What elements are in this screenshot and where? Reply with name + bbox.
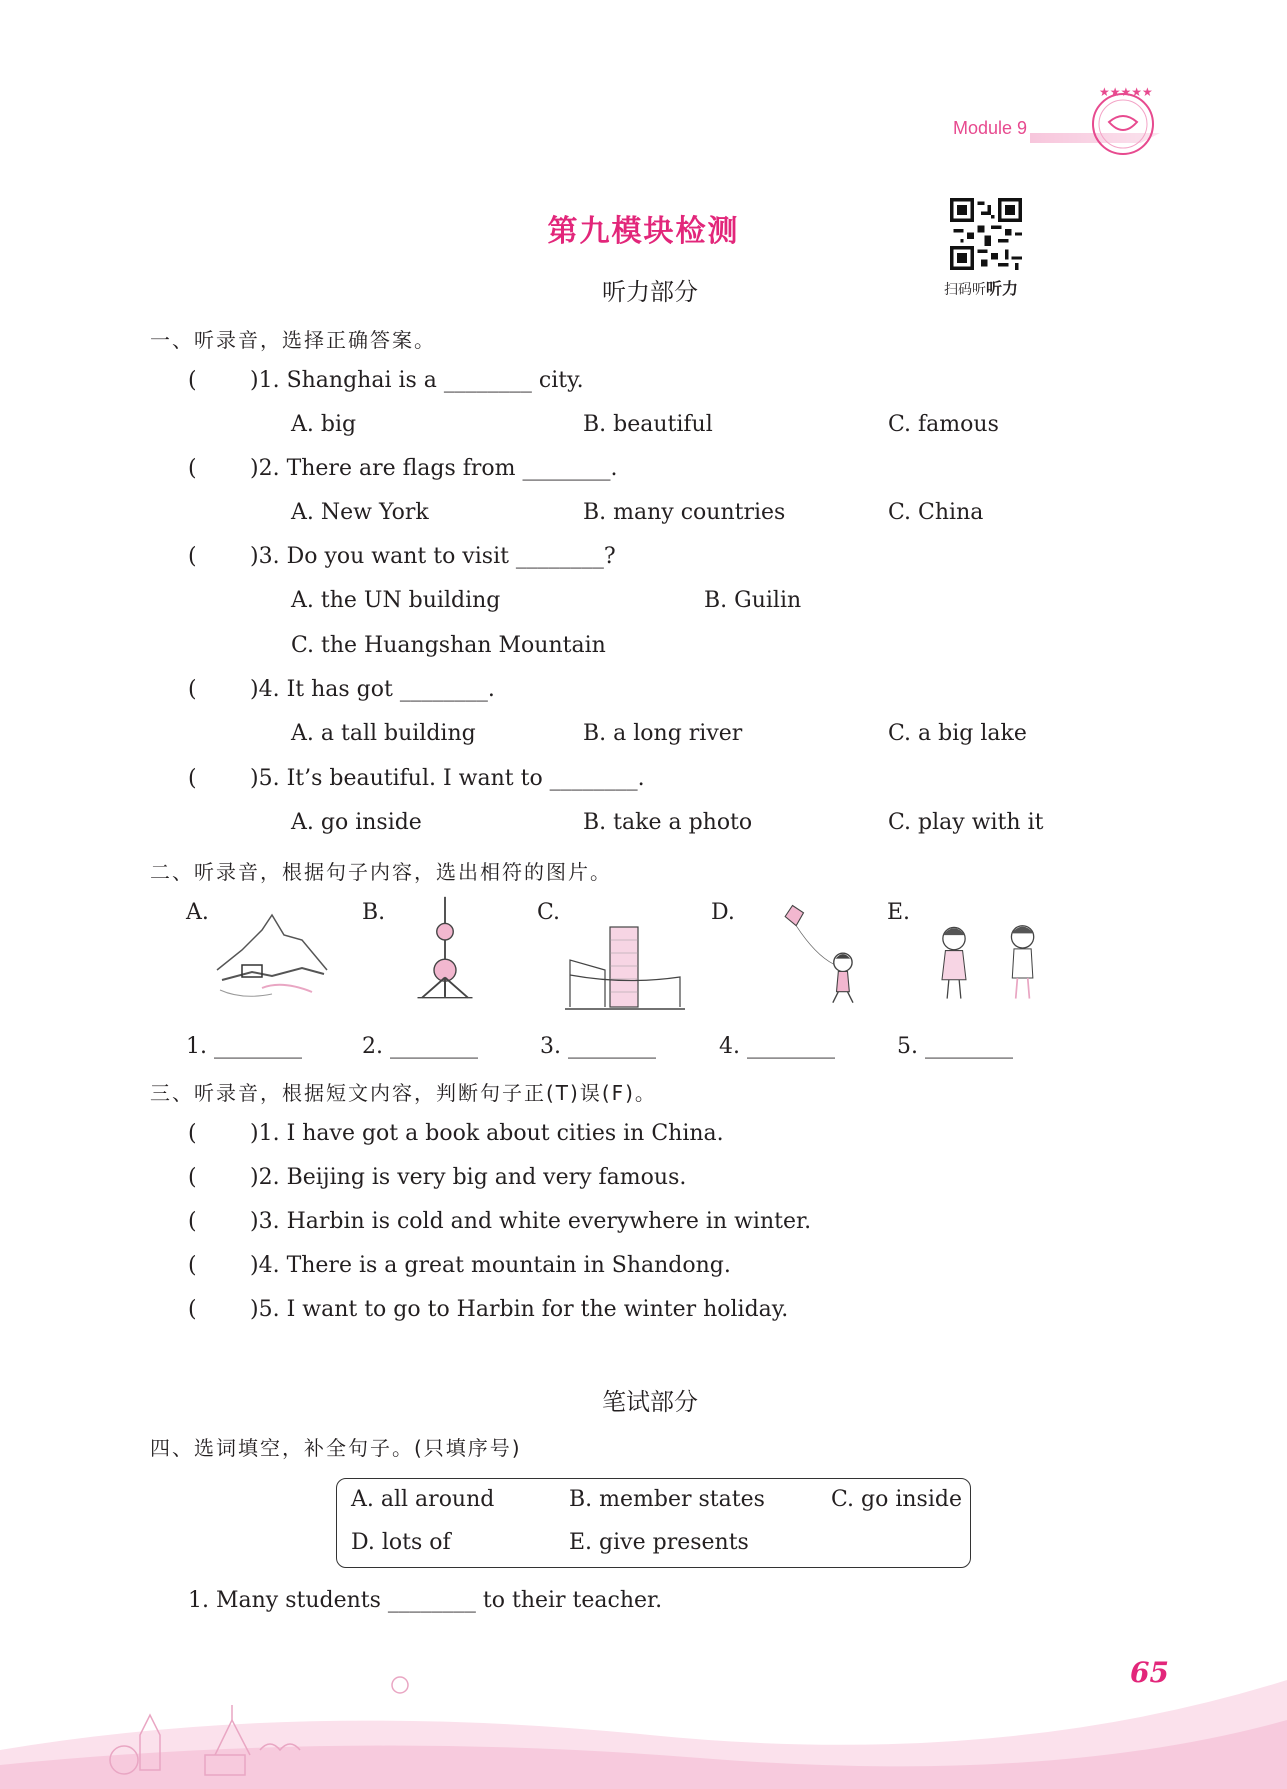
question-3: ( )3. Do you want to visit ________? bbox=[188, 544, 616, 569]
q2-option-c[interactable]: C. China bbox=[888, 500, 984, 525]
picture-label-d: D. bbox=[711, 900, 735, 925]
section-4-title: 四、选词填空，补全句子。(只填序号) bbox=[150, 1436, 522, 1460]
great-wall-mountain-icon[interactable] bbox=[212, 910, 332, 1020]
q2-option-b[interactable]: B. many countries bbox=[583, 500, 786, 525]
publisher-logo-icon bbox=[1085, 82, 1161, 158]
question-5: ( )5. It’s beautiful. I want to ________. bbox=[188, 766, 645, 791]
q3-option-c[interactable]: C. the Huangshan Mountain bbox=[291, 633, 606, 658]
word-option-b: B. member states bbox=[569, 1487, 765, 1512]
q5-option-a[interactable]: A. go inside bbox=[291, 810, 422, 835]
tf-item-4: ( )4. There is a great mountain in Shandong. bbox=[188, 1253, 731, 1278]
picture-label-e: E. bbox=[887, 900, 911, 925]
section-1-title: 一、听录音，选择正确答案。 bbox=[150, 328, 436, 352]
word-option-c: C. go inside bbox=[831, 1487, 962, 1512]
q3-option-b[interactable]: B. Guilin bbox=[704, 588, 802, 613]
q4-option-c[interactable]: C. a big lake bbox=[888, 721, 1027, 746]
footer-wave-decoration bbox=[0, 1640, 1287, 1789]
tf-item-3: ( )3. Harbin is cold and white everywhere in winter. bbox=[188, 1209, 812, 1234]
q1-option-b[interactable]: B. beautiful bbox=[583, 412, 713, 437]
tf-item-1: ( )1. I have got a book about cities in China. bbox=[188, 1121, 724, 1146]
q2-option-a[interactable]: A. New York bbox=[291, 500, 429, 525]
q1-option-c[interactable]: C. famous bbox=[888, 412, 999, 437]
svg-text:★★★★★: ★★★★★ bbox=[1099, 85, 1153, 99]
q4-option-b[interactable]: B. a long river bbox=[583, 721, 743, 746]
q1-option-a[interactable]: A. big bbox=[291, 412, 357, 437]
tf-item-5: ( )5. I want to go to Harbin for the winter holiday. bbox=[188, 1297, 789, 1322]
section-3-title: 三、听录音，根据短文内容，判断句子正(T)误(F)。 bbox=[150, 1081, 657, 1105]
question-2: ( )2. There are flags from ________. bbox=[188, 456, 618, 481]
page-number: 65 bbox=[1130, 1656, 1169, 1689]
picture-label-c: C. bbox=[537, 900, 561, 925]
two-children-icon[interactable] bbox=[930, 905, 1050, 1015]
section-2-title: 二、听录音，根据句子内容，选出相符的图片。 bbox=[150, 860, 612, 884]
picture-blank-2[interactable]: 2. ________ bbox=[362, 1034, 478, 1059]
page-title: 第九模块检测 bbox=[547, 214, 740, 249]
picture-label-b: B. bbox=[362, 900, 386, 925]
word-option-d: D. lots of bbox=[351, 1530, 451, 1555]
picture-blank-3[interactable]: 3. ________ bbox=[540, 1034, 656, 1059]
question-4: ( )4. It has got ________. bbox=[188, 677, 495, 702]
word-option-e: E. give presents bbox=[569, 1530, 749, 1555]
q4-option-a[interactable]: A. a tall building bbox=[291, 721, 476, 746]
written-heading: 笔试部分 bbox=[602, 1388, 698, 1416]
qr-caption: 扫码听听力 bbox=[944, 279, 1019, 298]
qr-code-icon[interactable] bbox=[950, 198, 1022, 270]
picture-blank-4[interactable]: 4. ________ bbox=[719, 1034, 835, 1059]
q3-option-a[interactable]: A. the UN building bbox=[291, 588, 501, 613]
listening-heading: 听力部分 bbox=[602, 278, 698, 306]
picture-blank-1[interactable]: 1. ________ bbox=[186, 1034, 302, 1059]
module-label: Module 9 bbox=[953, 118, 1028, 138]
tf-item-2: ( )2. Beijing is very big and very famous. bbox=[188, 1165, 687, 1190]
picture-blank-5[interactable]: 5. ________ bbox=[897, 1034, 1013, 1059]
kite-boy-icon[interactable] bbox=[760, 900, 880, 1010]
q5-option-c[interactable]: C. play with it bbox=[888, 810, 1044, 835]
question-1: ( )1. Shanghai is a ________ city. bbox=[188, 368, 584, 393]
tv-tower-icon[interactable] bbox=[385, 895, 505, 1005]
picture-label-a: A. bbox=[186, 900, 209, 925]
fill-question-1[interactable]: 1. Many students ________ to their teacher. bbox=[188, 1588, 663, 1613]
un-building-icon[interactable] bbox=[565, 910, 685, 1020]
q5-option-b[interactable]: B. take a photo bbox=[583, 810, 753, 835]
word-option-a: A. all around bbox=[351, 1487, 495, 1512]
